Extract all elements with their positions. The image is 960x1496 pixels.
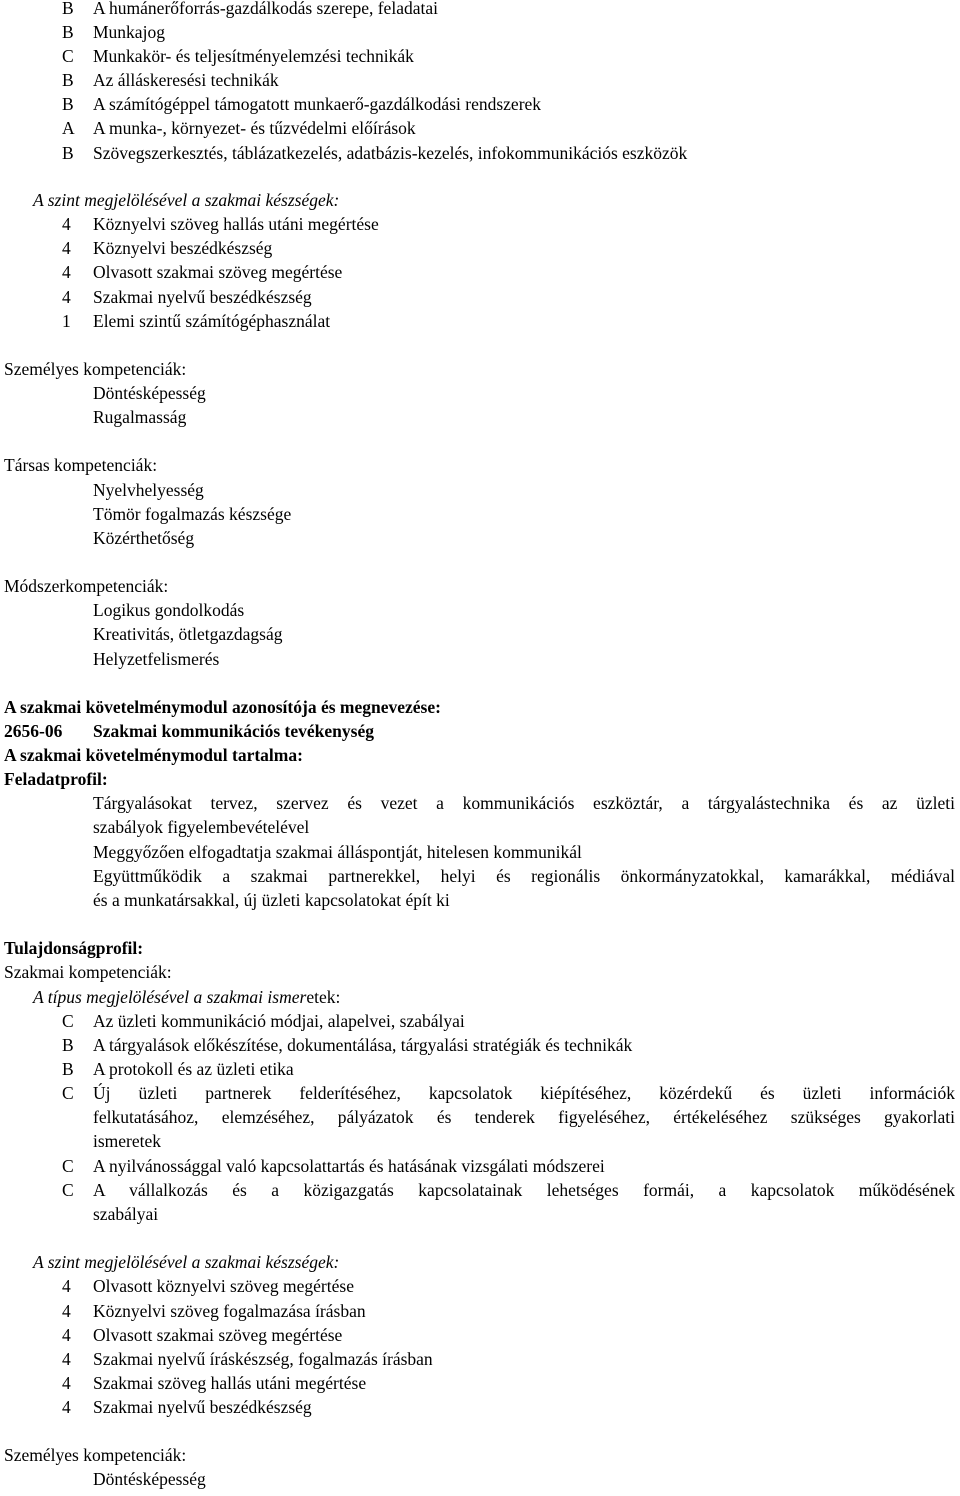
- item-text: Szakmai nyelvű beszédkészség: [93, 1397, 312, 1417]
- item-text: Szakmai szöveg hallás utáni megértése: [93, 1373, 367, 1393]
- item-text: Elemi szintű számítógéphasználat: [93, 311, 331, 331]
- method-item-text: Kreativitás, ötletgazdagság: [93, 624, 283, 644]
- item-text: szabályai: [93, 1204, 159, 1224]
- item-code: C: [62, 1180, 74, 1200]
- task-item-line-text: Meggyőzően elfogadtatja szakmai álláspontját, hitelesen kommunikál: [93, 842, 582, 862]
- item-text: Köznyelvi beszédkészség: [93, 238, 273, 258]
- item-text: Az üzleti kommunikáció módjai, alapelvei, szabályai: [93, 1011, 465, 1031]
- item-text: Munkakör- és teljesítményelemzési technikák: [93, 46, 414, 66]
- item-code: 4: [62, 1373, 71, 1393]
- item-text: Köznyelvi szöveg fogalmazása írásban: [93, 1301, 366, 1321]
- item-code: 4: [62, 1276, 71, 1296]
- item-text: Olvasott köznyelvi szöveg megértése: [93, 1276, 354, 1296]
- item-code: B: [62, 22, 74, 42]
- personal-item-text: Döntésképesség: [93, 1469, 206, 1489]
- item-text: Olvasott szakmai szöveg megértése: [93, 262, 343, 282]
- item-code: C: [62, 46, 74, 66]
- module-name: Szakmai kommunikációs tevékenység: [93, 721, 374, 741]
- personal-item-text: Döntésképesség: [93, 383, 206, 403]
- personal-item-text: Rugalmasság: [93, 407, 187, 427]
- item-text: A nyilvánossággal való kapcsolattartás és hatásának vizsgálati módszerei: [93, 1156, 605, 1176]
- item-code: 4: [62, 262, 71, 282]
- item-text: ismeretek: [93, 1131, 162, 1151]
- prof-competencies-heading-text: Szakmai kompetenciák:: [4, 962, 172, 982]
- method-item-text: Logikus gondolkodás: [93, 600, 245, 620]
- task-item-line-text: szabályok figyelembevételével: [93, 817, 310, 837]
- item-text: A vállalkozás és a közigazgatás kapcsolatainak lehetséges formái, a kapcsolatok működésének: [93, 1180, 955, 1200]
- item-text: A protokoll és az üzleti etika: [93, 1059, 294, 1079]
- item-text: A munka-, környezet- és tűzvédelmi előírások: [93, 118, 416, 138]
- module-code: 2656-06: [4, 721, 63, 741]
- module-id-heading-text: A szakmai követelménymodul azonosítója és megnevezése:: [4, 697, 441, 717]
- item-code: B: [62, 143, 74, 163]
- personal2-heading-text: Személyes kompetenciák:: [4, 1445, 187, 1465]
- knowledge-heading-italic: A típus megjelölésével a szakmai ismer: [33, 987, 307, 1007]
- item-code: 4: [62, 1397, 71, 1417]
- personal-heading-text: Személyes kompetenciák:: [4, 359, 187, 379]
- method-heading-text: Módszerkompetenciák:: [4, 576, 169, 596]
- item-code: 4: [62, 1349, 71, 1369]
- item-code: 4: [62, 238, 71, 258]
- item-code: 4: [62, 1325, 71, 1345]
- module-content-heading-text: A szakmai követelménymodul tartalma:: [4, 745, 303, 765]
- item-text: felkutatásához, elemzéséhez, pályázatok és tenderek figyeléséhez, értékeléséhez szükséges gyakorlati: [93, 1107, 955, 1127]
- item-code: 4: [62, 287, 71, 307]
- social-heading-text: Társas kompetenciák:: [4, 455, 158, 475]
- item-code: C: [62, 1156, 74, 1176]
- item-code: C: [62, 1083, 74, 1103]
- task-item-line-text: Tárgyalásokat tervez, szervez és vezet a kommunikációs eszköztár, a tárgyalástechnika és az üzleti: [93, 793, 955, 813]
- item-code: B: [62, 70, 74, 90]
- item-text: Szakmai nyelvű íráskészség, fogalmazás írásban: [93, 1349, 433, 1369]
- item-text: Olvasott szakmai szöveg megértése: [93, 1325, 343, 1345]
- item-text: Az álláskeresési technikák: [93, 70, 279, 90]
- item-code: B: [62, 1059, 74, 1079]
- item-text: Szakmai nyelvű beszédkészség: [93, 287, 312, 307]
- social-item-text: Tömör fogalmazás készsége: [93, 504, 292, 524]
- item-code: B: [62, 1035, 74, 1055]
- social-item-text: Közérthetőség: [93, 528, 195, 548]
- skills-heading-text: A szint megjelölésével a szakmai készségek:: [33, 190, 340, 210]
- item-code: 1: [62, 311, 71, 331]
- task-item-line-text: és a munkatársakkal, új üzleti kapcsolatokat épít ki: [93, 890, 450, 910]
- item-code: B: [62, 94, 74, 114]
- item-text: Köznyelvi szöveg hallás utáni megértése: [93, 214, 379, 234]
- item-text: Munkajog: [93, 22, 165, 42]
- social-item-text: Nyelvhelyesség: [93, 480, 204, 500]
- skills2-heading-text: A szint megjelölésével a szakmai készségek:: [33, 1252, 340, 1272]
- item-text: A számítógéppel támogatott munkaerő-gazdálkodási rendszerek: [93, 94, 542, 114]
- item-code: B: [62, 0, 74, 18]
- item-code: C: [62, 1011, 74, 1031]
- knowledge-heading-rest: etek:: [306, 987, 341, 1007]
- method-item-text: Helyzetfelismerés: [93, 649, 220, 669]
- item-text: Szövegszerkesztés, táblázatkezelés, adatbázis-kezelés, infokommunikációs eszközök: [93, 143, 688, 163]
- item-text: Új üzleti partnerek felderítéséhez, kapcsolatok kiépítéséhez, közérdekű és üzleti információk: [93, 1083, 955, 1103]
- item-code: 4: [62, 214, 71, 234]
- task-item-line-text: Együttműködik a szakmai partnerekkel, helyi és regionális önkormányzatokkal, kamarákkal, médiával: [93, 866, 955, 886]
- item-code: 4: [62, 1301, 71, 1321]
- item-code: A: [62, 118, 75, 138]
- item-text: A tárgyalások előkészítése, dokumentálása, tárgyalási stratégiák és technikák: [93, 1035, 633, 1055]
- item-text: A humánerőforrás-gazdálkodás szerepe, feladatai: [93, 0, 438, 18]
- trait-profile-heading-text: Tulajdonságprofil:: [4, 938, 144, 958]
- task-profile-heading-text: Feladatprofil:: [4, 769, 108, 789]
